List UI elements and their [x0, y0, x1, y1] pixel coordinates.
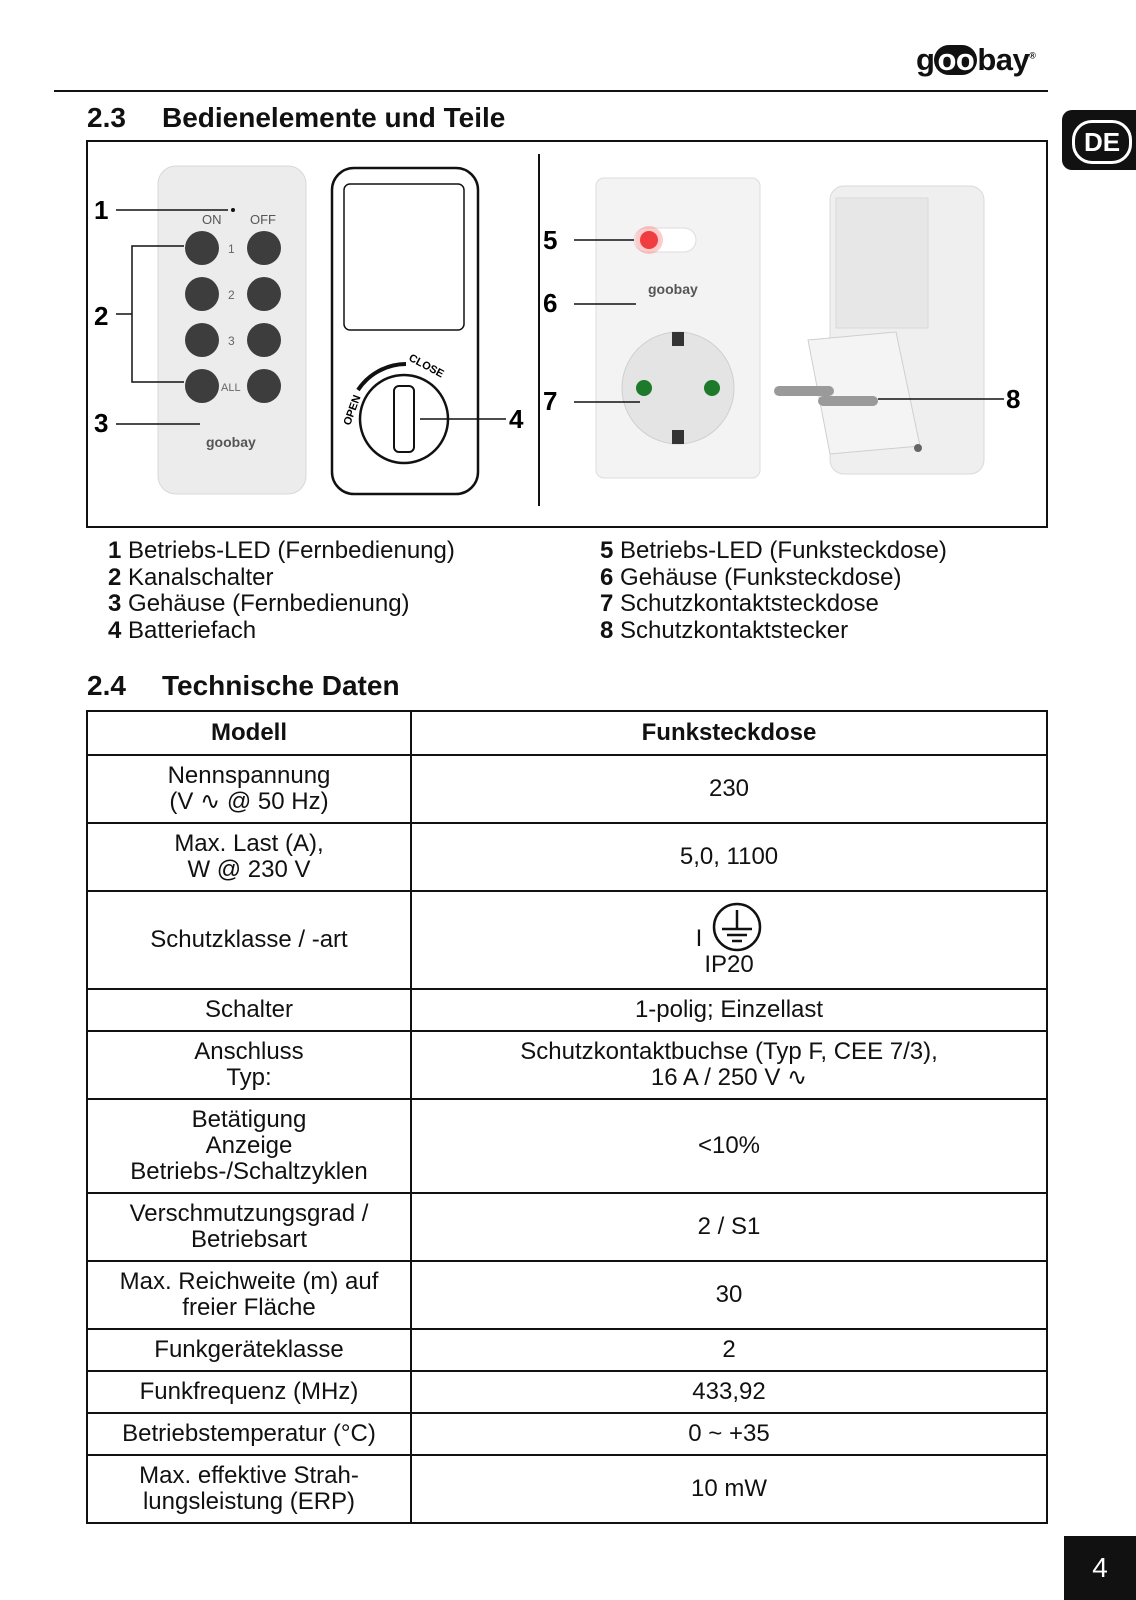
table-row: Schalter 1-polig; Einzellast: [87, 989, 1047, 1031]
legend-item: 4 Batteriefach: [108, 616, 257, 644]
remote-led: [231, 208, 235, 212]
plug-pin-2: [818, 396, 878, 406]
table-header-row: [87, 711, 1047, 755]
plug-pin-1: [774, 386, 834, 396]
legend-item: 3 Gehäuse (Fernbedienung): [108, 590, 410, 617]
callout-8: 8: [1006, 384, 1021, 414]
callout-7: 7: [543, 386, 558, 416]
table-row: Anschluss Typ: Schutzkontaktbuchse (Typ F, CEE 7/3), 16 A / 250 V ∿: [87, 1031, 1047, 1099]
legend-item: 2 Kanalschalter: [108, 563, 274, 591]
header-rule: [54, 90, 1048, 92]
legend-item: 5 Betriebs-LED (Funksteckdose): [600, 537, 947, 564]
callout-3: 3: [94, 408, 109, 438]
parts-illustration: [88, 142, 1046, 526]
table-row: Verschmutzungsgrad / Betriebsart 2 / S1: [87, 1193, 1047, 1261]
close-label: CLOSE: [406, 352, 446, 381]
table-row: Max. Reichweite (m) auf freier Fläche 30: [87, 1261, 1047, 1329]
remote-back: [332, 168, 478, 494]
remote-row-2: 2: [228, 288, 235, 302]
parts-figure: [86, 140, 1048, 528]
header-funksteckdose: Funksteckdose: [411, 711, 1047, 755]
legend-item: 6 Gehäuse (Funksteckdose): [600, 563, 902, 591]
language-tab: DE: [1062, 110, 1136, 170]
table-row: Max. Last (A), W @ 230 V 5,0, 1100: [87, 823, 1047, 891]
remote-on-label: ON: [202, 212, 222, 227]
table-row: Schutzklasse / -art I IP20: [87, 891, 1047, 989]
callout-1: 1: [94, 195, 109, 225]
remote-off-label: OFF: [250, 212, 276, 227]
table-row: Funkfrequenz (MHz) 433,92: [87, 1371, 1047, 1413]
goobay-logo: goobay®: [916, 42, 1036, 77]
socket-brand: goobay: [648, 281, 698, 297]
page-number: 4: [1064, 1536, 1136, 1600]
remote-row-3: 3: [228, 334, 235, 348]
remote-row-1: 1: [228, 242, 235, 256]
remote-brand: goobay: [206, 434, 256, 450]
callout-5: 5: [543, 225, 558, 255]
legend-left: [108, 538, 455, 644]
legend-item: 7 Schutzkontaktsteckdose: [600, 590, 879, 617]
table-row: Nennspannung (V ∿ @ 50 Hz) 230: [87, 755, 1047, 823]
table-row: Betätigung Anzeige Betriebs-/Schaltzyklen <10%: [87, 1099, 1047, 1193]
legend-right: [600, 538, 947, 644]
section-heading-2-3: 2.3 Bedienelemente und Teile: [87, 102, 506, 133]
technical-data-table: [86, 710, 1048, 1524]
callout-6: 6: [543, 288, 558, 318]
section-heading-2-4: 2.4 Technische Daten: [87, 670, 400, 701]
callout-4: 4: [509, 404, 524, 434]
legend-item: 1 Betriebs-LED (Fernbedienung): [108, 537, 455, 564]
legend-item: 8 Schutzkontaktstecker: [600, 616, 849, 644]
protective-earth-icon: [712, 902, 762, 952]
callout-2: 2: [94, 301, 109, 331]
table-row: Funkgeräteklasse 2: [87, 1329, 1047, 1371]
open-label: OPEN: [341, 393, 364, 428]
table-row: Betriebstemperatur (°C) 0 ~ +35: [87, 1413, 1047, 1455]
header-modell: Modell: [87, 711, 411, 755]
remote-row-all: ALL: [221, 382, 241, 394]
protection-class-roman: I: [695, 925, 703, 952]
table-row: Max. effektive Strah- lungsleistung (ERP) 10 mW: [87, 1455, 1047, 1523]
